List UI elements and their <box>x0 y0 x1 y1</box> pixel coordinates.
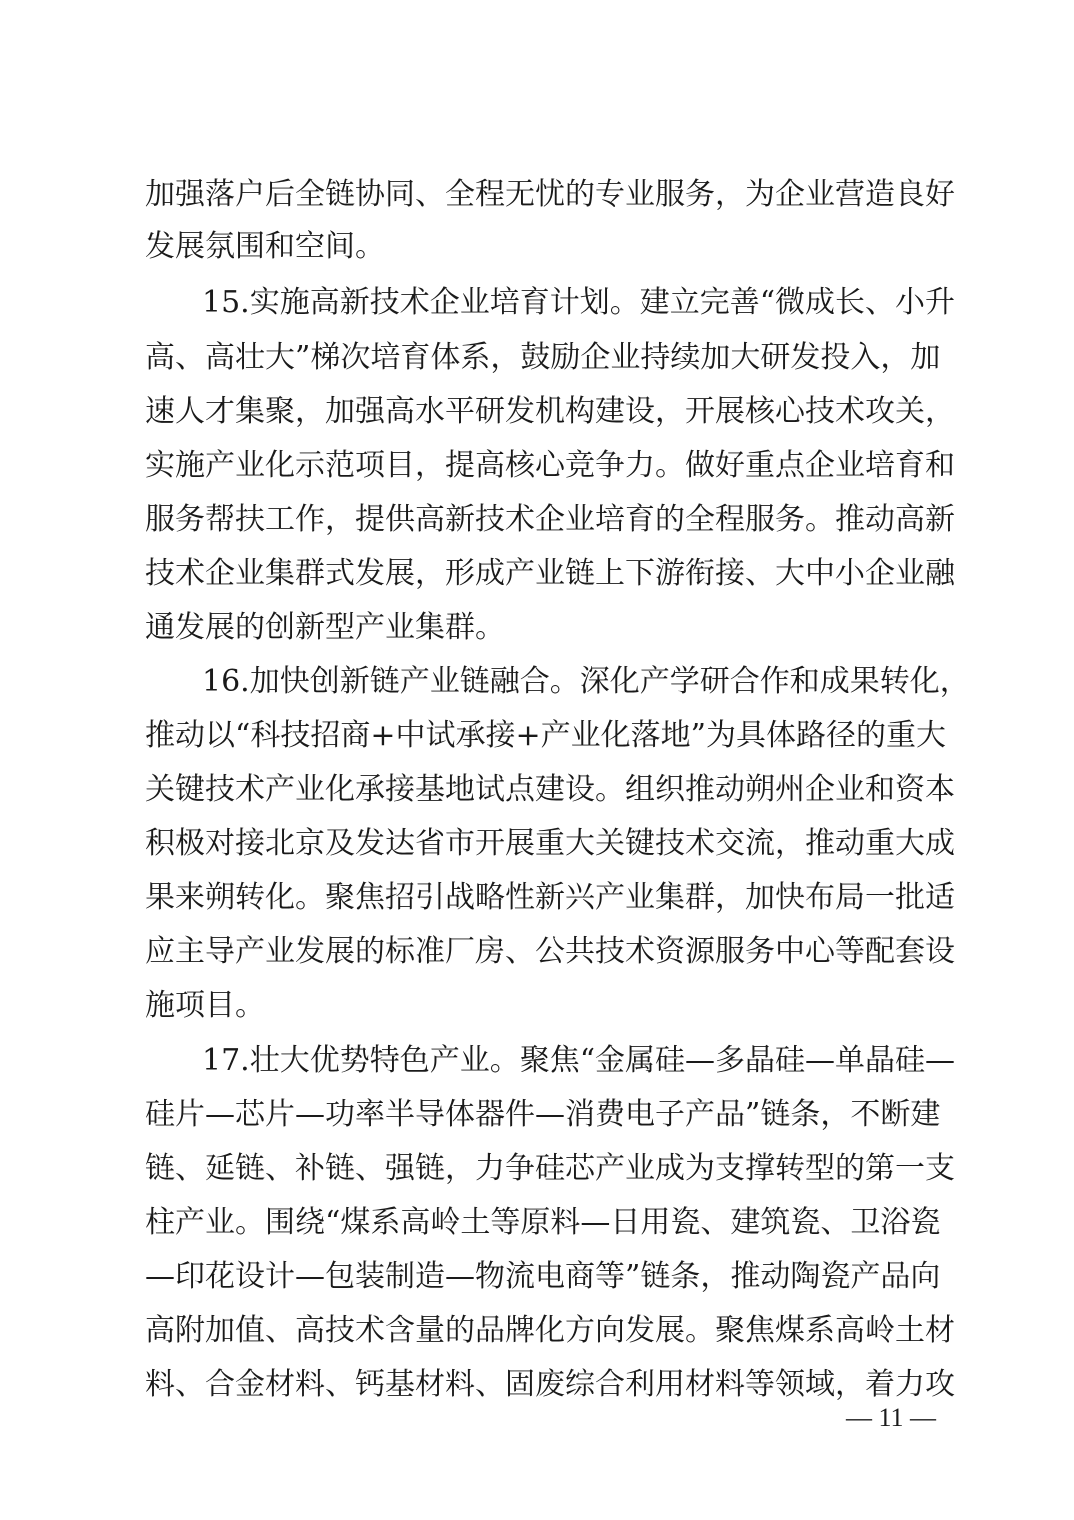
body-text-line: 施项目。 <box>145 988 265 1023</box>
body-text-line: 发展氛围和空间。 <box>145 229 385 264</box>
body-text-line: 技术企业集群式发展，形成产业链上下游衔接、大中小企业融 <box>145 556 955 591</box>
body-text-line: 柱产业。围绕“煤系高岭土等原料—日用瓷、建筑瓷、卫浴瓷 <box>145 1205 941 1240</box>
body-text-line: 应主导产业发展的标准厂房、公共技术资源服务中心等配套设 <box>145 934 955 969</box>
body-text-line: 服务帮扶工作，提供高新技术企业培育的全程服务。推动高新 <box>145 502 955 537</box>
section-16-heading-line: 16.加快创新链产业链融合。深化产学研合作和成果转化， <box>202 664 970 699</box>
body-text-line: 加强落户后全链协同、全程无忧的专业服务，为企业营造良好 <box>145 177 955 212</box>
body-text-line: 料、合金材料、钙基材料、固废综合利用材料等领域，着力攻 <box>145 1367 955 1402</box>
section-17-heading-line: 17.壮大优势特色产业。聚焦“金属硅—多晶硅—单晶硅— <box>202 1043 956 1078</box>
body-text-line: 链、延链、补链、强链，力争硅芯产业成为支撑转型的第一支 <box>145 1151 955 1186</box>
body-text-line: 硅片—芯片—功率半导体器件—消费电子产品”链条，不断建 <box>145 1097 941 1132</box>
body-text-line: 高、高壮大”梯次培育体系，鼓励企业持续加大研发投入，加 <box>145 340 941 375</box>
body-text-line: 推动以“科技招商+中试承接+产业化落地”为具体路径的重大 <box>145 718 946 753</box>
body-text-line: 高附加值、高技术含量的品牌化方向发展。聚焦煤系高岭土材 <box>145 1313 955 1348</box>
body-text-line: 通发展的创新型产业集群。 <box>145 610 505 645</box>
body-text-line: 速人才集聚，加强高水平研发机构建设，开展核心技术攻关， <box>145 394 955 429</box>
body-text-line: —印花设计—包装制造—物流电商等”链条，推动陶瓷产品向 <box>145 1259 941 1294</box>
section-15-heading-line: 15.实施高新技术企业培育计划。建立完善“微成长、小升 <box>202 285 956 320</box>
page-number: — 11 — <box>846 1403 937 1432</box>
body-text-line: 实施产业化示范项目，提高核心竞争力。做好重点企业培育和 <box>145 448 955 483</box>
body-text-line: 关键技术产业化承接基地试点建设。组织推动朔州企业和资本 <box>145 772 955 807</box>
body-text-line: 积极对接北京及发达省市开展重大关键技术交流，推动重大成 <box>145 826 955 861</box>
body-text-line: 果来朔转化。聚焦招引战略性新兴产业集群，加快布局一批适 <box>145 880 955 915</box>
